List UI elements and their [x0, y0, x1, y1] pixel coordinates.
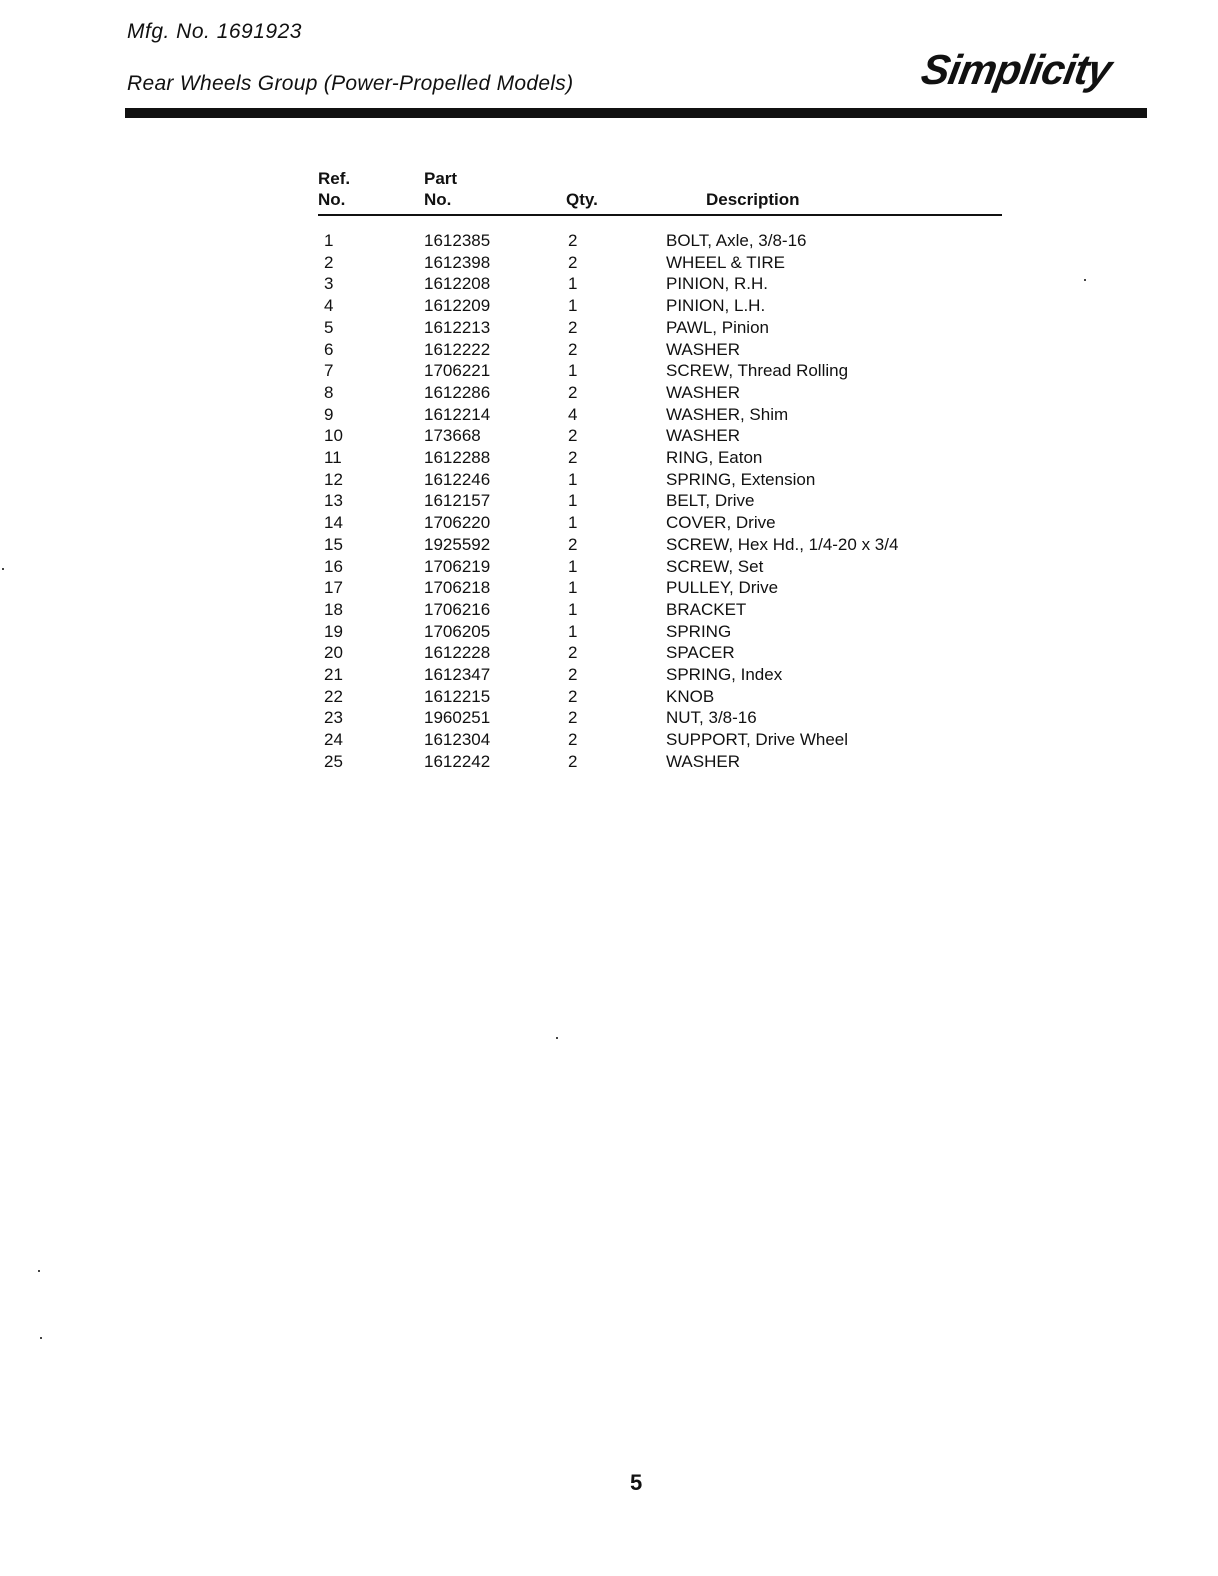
qty-cell: 2	[568, 708, 578, 728]
qty-cell: 1	[568, 599, 578, 619]
brand-logo: Simplicity	[917, 46, 1115, 93]
ref-no-cell: 19	[324, 621, 343, 641]
ref-no-cell: 17	[324, 578, 343, 598]
qty-cell: 1	[568, 491, 578, 511]
description-cell: WHEEL & TIRE	[666, 252, 786, 272]
part-header-line2: No.	[424, 190, 452, 209]
table-row	[318, 707, 1002, 729]
table-row	[318, 382, 1002, 404]
part-no-cell: 1612157	[424, 491, 491, 511]
page-number: 5	[630, 1470, 643, 1495]
description-cell: SUPPORT, Drive Wheel	[666, 730, 849, 750]
part-no-cell: 1706216	[424, 599, 491, 619]
ref-no-cell: 11	[324, 448, 342, 468]
description-cell: SPRING	[666, 621, 732, 641]
ref-no-cell: 7	[324, 361, 334, 381]
part-no-cell: 1612286	[424, 382, 491, 402]
qty-cell: 2	[568, 317, 578, 337]
table-row	[318, 360, 1002, 382]
section-title: Rear Wheels Group (Power-Propelled Models)	[127, 72, 574, 95]
header-rule	[125, 110, 1147, 118]
ref-no-cell: 15	[324, 534, 343, 554]
qty-cell: 1	[568, 274, 578, 294]
scan-speck	[38, 1270, 40, 1272]
qty-cell: 1	[568, 513, 578, 533]
ref-header-line2: No.	[318, 190, 346, 209]
table-row	[318, 512, 1002, 534]
qty-cell: 2	[568, 231, 578, 250]
description-cell: PAWL, Pinion	[666, 317, 769, 337]
parts-table	[318, 168, 1002, 773]
part-no-cell: 1612385	[424, 231, 491, 250]
description-cell: PINION, L.H.	[666, 296, 766, 316]
table-row	[318, 621, 1002, 643]
qty-cell: 2	[568, 448, 578, 468]
scan-speck	[2, 568, 4, 570]
ref-no-cell: 14	[324, 513, 343, 533]
description-cell: SCREW, Thread Rolling	[666, 361, 849, 381]
scan-speck	[556, 1037, 558, 1039]
part-no-cell: 1706221	[424, 361, 491, 381]
table-row	[318, 295, 1002, 317]
table-row	[318, 490, 1002, 512]
description-cell: WASHER	[666, 339, 740, 359]
table-row	[318, 447, 1002, 469]
description-cell: BELT, Drive	[666, 491, 755, 511]
table-row	[318, 404, 1002, 426]
qty-cell: 2	[568, 534, 578, 554]
ref-no-cell: 18	[324, 599, 343, 619]
qty-cell: 1	[568, 469, 578, 489]
table-row	[318, 751, 1002, 773]
part-no-cell: 1612242	[424, 751, 491, 771]
qty-cell: 2	[568, 382, 578, 402]
ref-no-cell: 21	[324, 665, 343, 685]
table-row	[318, 664, 1002, 686]
qty-cell: 1	[568, 296, 578, 316]
ref-no-cell: 2	[324, 252, 334, 272]
ref-no-cell: 22	[324, 686, 343, 706]
qty-cell: 2	[568, 751, 578, 771]
part-no-cell: 1612214	[424, 404, 491, 424]
description-cell: PINION, R.H.	[666, 274, 769, 294]
ref-no-cell: 6	[324, 339, 334, 359]
ref-no-cell: 13	[324, 491, 343, 511]
description-cell: PULLEY, Drive	[666, 578, 779, 598]
ref-no-cell: 5	[324, 317, 334, 337]
qty-cell: 2	[568, 730, 578, 750]
qty-cell: 2	[568, 686, 578, 706]
description-cell: SPRING, Extension	[666, 469, 816, 489]
part-no-cell: 1612347	[424, 665, 491, 685]
part-no-cell: 1612304	[424, 730, 491, 750]
qty-header: Qty.	[566, 190, 598, 209]
description-cell: WASHER, Shim	[666, 404, 789, 424]
qty-cell: 2	[568, 665, 578, 685]
part-no-cell: 173668	[424, 426, 481, 446]
table-row	[318, 556, 1002, 578]
ref-no-cell: 8	[324, 382, 334, 402]
parts-table-body	[318, 215, 1002, 773]
ref-no-cell: 1	[324, 231, 334, 250]
ref-no-cell: 24	[324, 730, 343, 750]
description-cell: SPACER	[666, 643, 735, 663]
part-no-header	[424, 168, 566, 215]
description-header: Description	[706, 190, 800, 209]
description-cell: WASHER	[666, 751, 740, 771]
qty-cell: 1	[568, 361, 578, 381]
description-cell: SPRING, Index	[666, 665, 783, 685]
description-cell: BRACKET	[666, 599, 747, 619]
qty-cell: 2	[568, 643, 578, 663]
table-row	[318, 273, 1002, 295]
description-cell: RING, Eaton	[666, 448, 763, 468]
table-row	[318, 317, 1002, 339]
qty-cell: 2	[568, 339, 578, 359]
part-no-cell: 1612215	[424, 686, 491, 706]
table-row	[318, 729, 1002, 751]
scan-speck	[40, 1337, 42, 1339]
ref-no-cell: 3	[324, 274, 334, 294]
part-no-cell: 1612213	[424, 317, 491, 337]
qty-cell: 2	[568, 426, 578, 446]
ref-no-cell: 16	[324, 556, 343, 576]
part-no-cell: 1706218	[424, 578, 491, 598]
part-no-cell: 1706219	[424, 556, 491, 576]
ref-no-cell: 10	[324, 426, 343, 446]
ref-no-cell: 4	[324, 296, 334, 316]
ref-no-header	[318, 168, 424, 215]
mfg-number: Mfg. No. 1691923	[127, 20, 302, 43]
part-no-cell: 1612398	[424, 252, 491, 272]
description-cell: COVER, Drive	[666, 513, 776, 533]
table-row	[318, 599, 1002, 621]
part-no-cell: 1612208	[424, 274, 491, 294]
description-cell: WASHER	[666, 426, 740, 446]
ref-no-cell: 20	[324, 643, 343, 663]
ref-no-cell: 12	[324, 469, 343, 489]
part-no-cell: 1706220	[424, 513, 491, 533]
table-row	[318, 469, 1002, 491]
ref-no-cell: 23	[324, 708, 343, 728]
part-no-cell: 1960251	[424, 708, 491, 728]
qty-cell: 1	[568, 556, 578, 576]
header-row	[318, 168, 1002, 215]
part-no-cell: 1612228	[424, 643, 491, 663]
part-no-cell: 1612288	[424, 448, 491, 468]
qty-cell: 1	[568, 578, 578, 598]
description-cell: SCREW, Set	[666, 556, 764, 576]
table-row	[318, 252, 1002, 274]
qty-cell: 2	[568, 252, 578, 272]
parts-table-header	[318, 168, 1002, 215]
part-no-cell: 1612222	[424, 339, 491, 359]
table-row	[318, 577, 1002, 599]
table-row	[318, 642, 1002, 664]
table-row	[318, 339, 1002, 361]
ref-no-cell: 9	[324, 404, 334, 424]
description-cell: KNOB	[666, 686, 715, 706]
description-cell: WASHER	[666, 382, 740, 402]
description-cell: NUT, 3/8-16	[666, 708, 757, 728]
table-row	[318, 686, 1002, 708]
ref-no-cell: 25	[324, 751, 343, 771]
description-cell: BOLT, Axle, 3/8-16	[666, 231, 807, 250]
table-row	[318, 215, 1002, 252]
ref-header-line1: Ref.	[318, 169, 351, 188]
scan-speck	[1084, 279, 1086, 281]
description-cell: SCREW, Hex Hd., 1/4-20 x 3/4	[666, 534, 899, 554]
table-row	[318, 425, 1002, 447]
part-no-cell: 1706205	[424, 621, 491, 641]
part-no-cell: 1612209	[424, 296, 491, 316]
part-no-cell: 1925592	[424, 534, 491, 554]
part-header-line1: Part	[424, 169, 458, 188]
qty-cell: 1	[568, 621, 578, 641]
qty-cell: 4	[568, 404, 578, 424]
part-no-cell: 1612246	[424, 469, 491, 489]
table-row	[318, 534, 1002, 556]
